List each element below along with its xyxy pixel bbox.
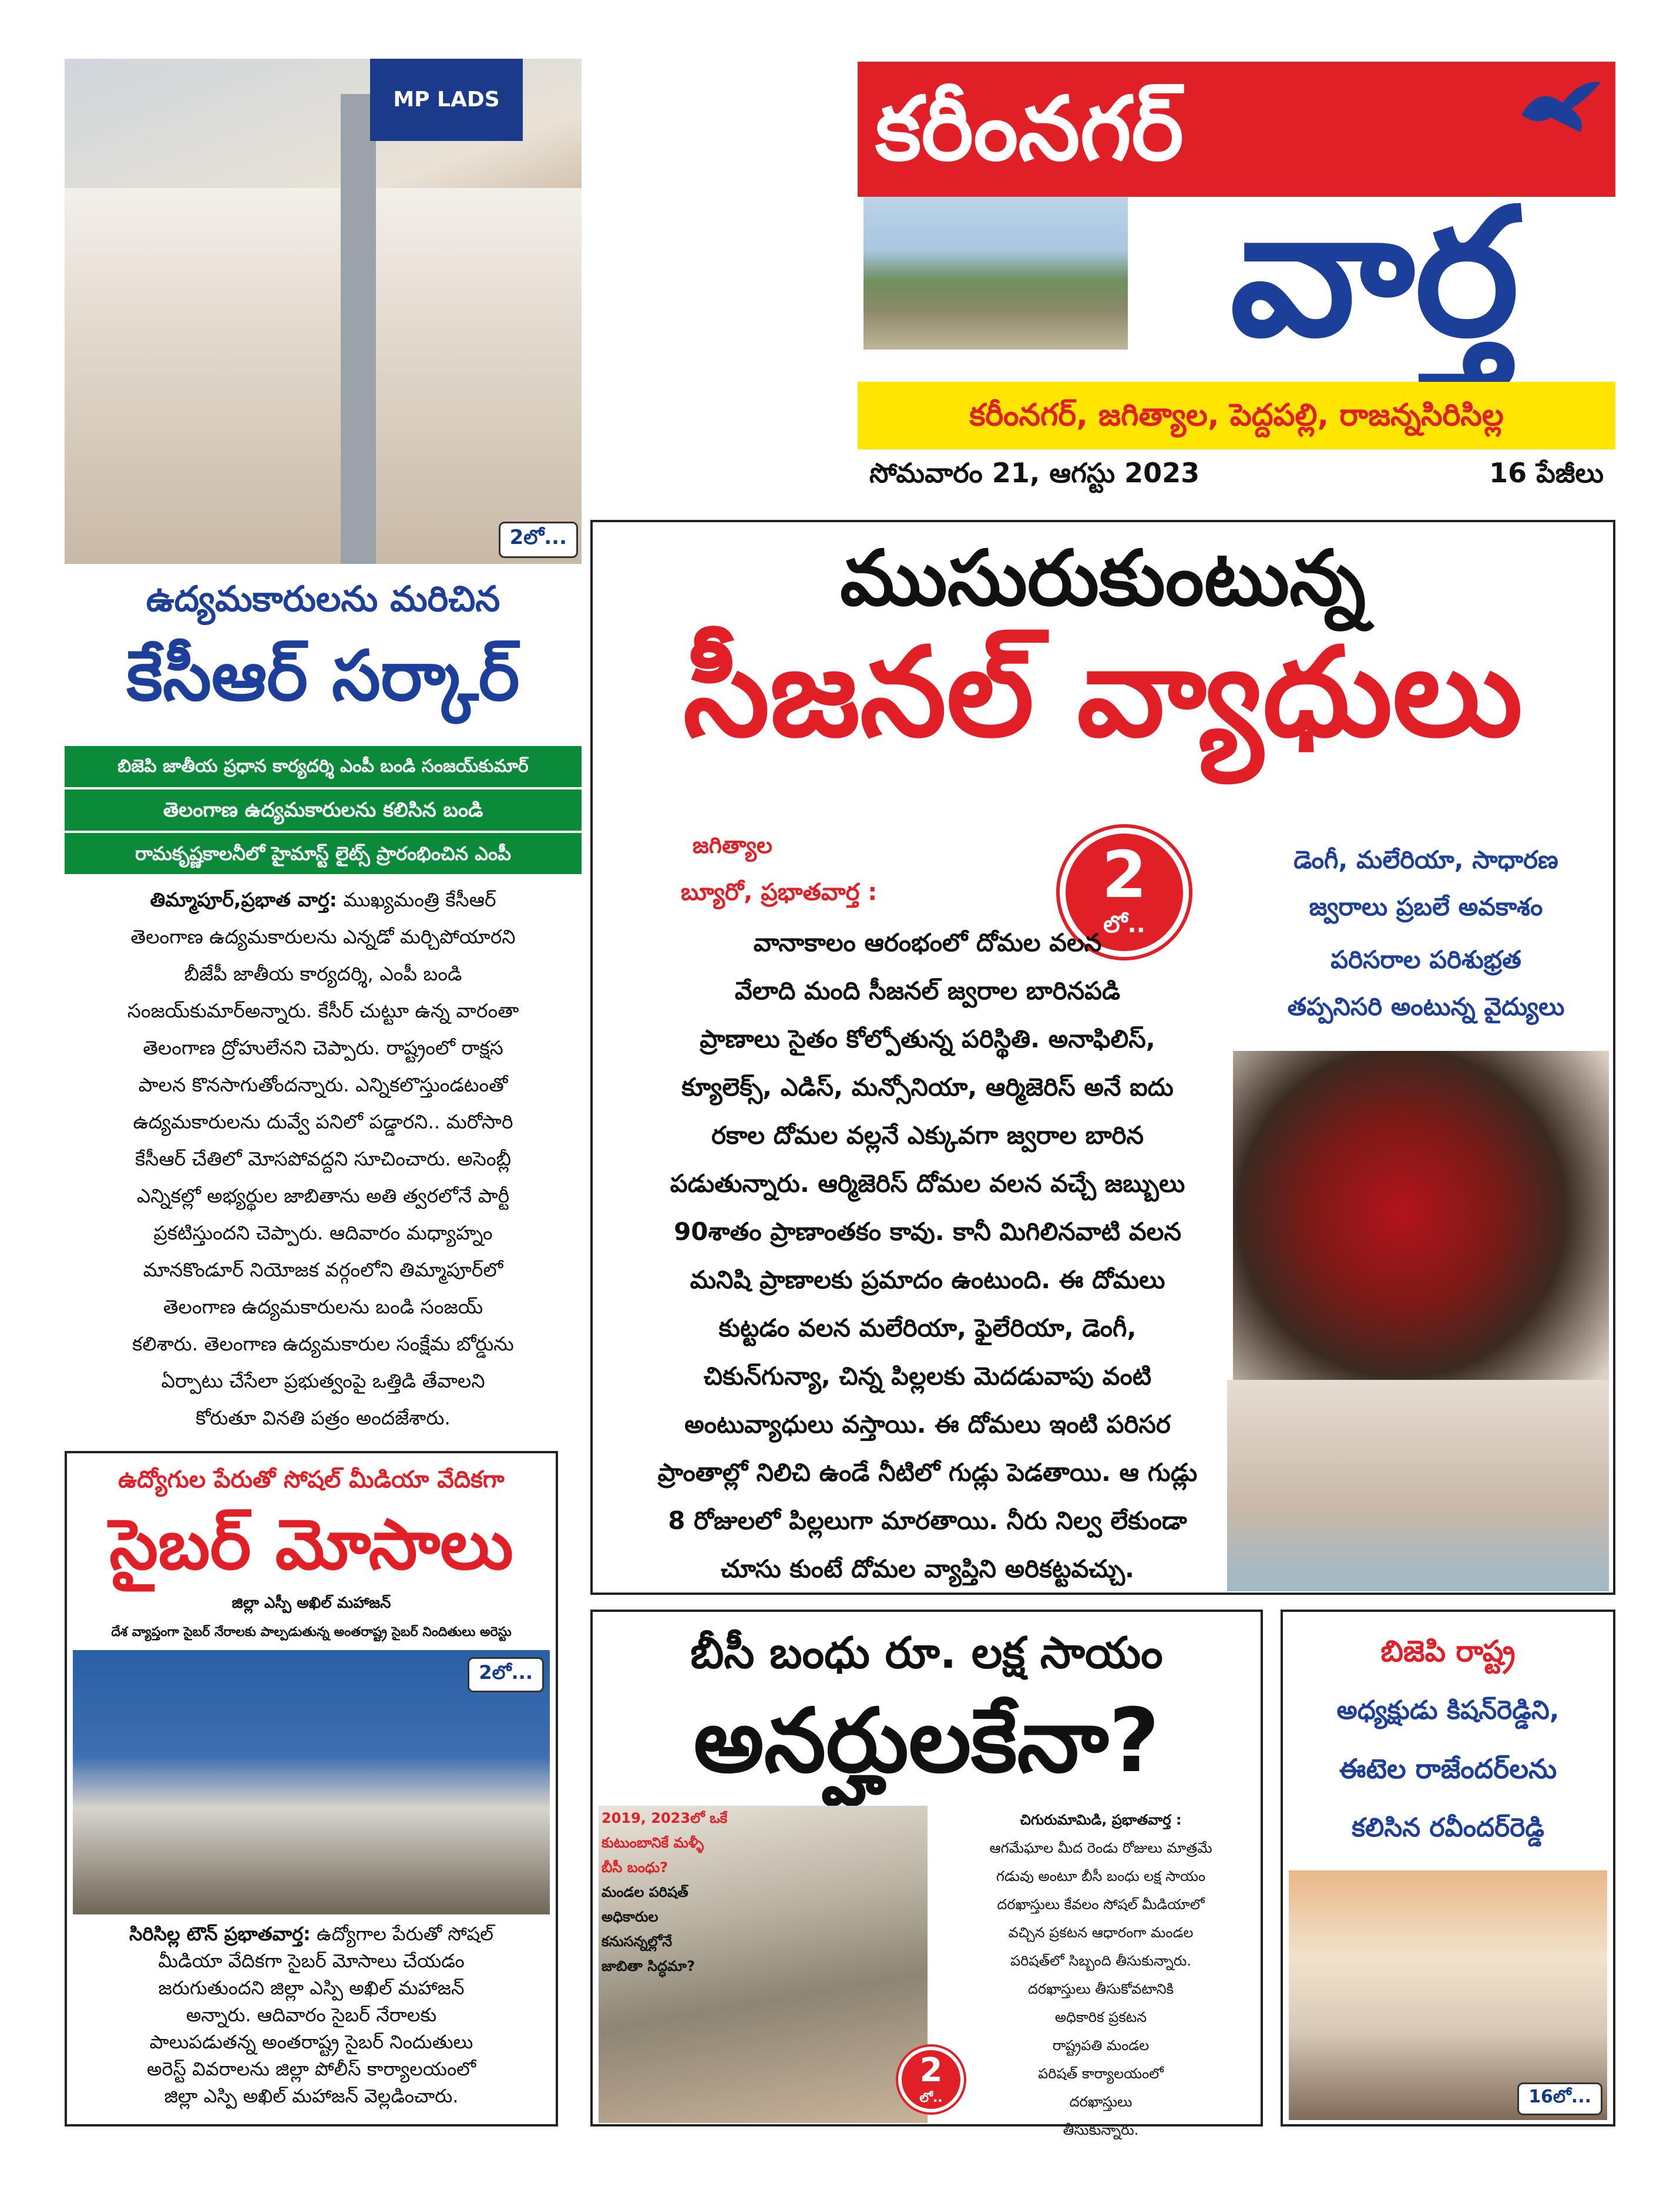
districts-text: కరీంనగర్, జగిత్యాల, పెద్దపల్లి, రాజన్నసిరిసిల్ల [969,398,1504,433]
main-dateline1: జగిత్యాల [693,832,772,858]
left-story-line: తెలంగాణ ద్రోహులేనని చెప్పారు. రాష్ట్రంలో రాక్షస [143,1036,503,1059]
left-story-line: ప్రకటిస్తుందని చెప్పారు. ఆదివారం మధ్యాహ్నం [153,1221,493,1244]
bc-body [945,1806,1256,2144]
left-story-line: సంజయ్‌కుమార్‌అన్నారు. కేసీర్ చుట్టూ ఉన్న వారంతా [127,999,519,1022]
bc-question-line: అధికారుల [602,1909,658,1925]
main-dateline2: బ్యూరో, ప్రభాతవార్త : [681,879,878,906]
bc-story [590,1610,1263,2138]
bc-badge-text: లో.. [919,2091,943,2105]
photo-more-tag[interactable] [499,522,578,558]
left-story-line: తెలంగాణ ఉద్యమకారులను బండి సంజయ్ [163,1295,483,1318]
main-story-line: క్యూలెక్స్, ఎడిస్, మన్సోనియా, ఆర్మిజెరిస్ అనే ఐదు [681,1073,1174,1101]
bjp-line-1: బిజెపి రాష్ట్ర [1380,1634,1516,1668]
masthead-dam-photo [863,197,1128,350]
main-story-body [610,919,1245,1593]
bc-line: తీసుకున్నారు. [1063,2122,1139,2138]
bjp-line-2: అధ్యక్షుడు కిషన్‌రెడ్డిని, [1336,1695,1560,1725]
badge-text: లో.. [1103,911,1145,938]
cyber-headline: సైబర్ మోసాలు [109,1504,513,1585]
main-story-line: అంటువ్యాధులు వస్తాయి. ఈ దోమలు ఇంటి పరిసర [684,1410,1171,1439]
cyber-kicker: ఉద్యోగుల పేరుతో సోషల్ మీడియా వేదికగా [118,1466,505,1493]
main-side-line3: పరిసరాల పరిశుభ్రత [1330,945,1521,974]
photo-more-label: 2లో... [509,526,567,549]
left-story-sub1: బిజెపి జాతీయ ప్రధాన కార్యదర్శి ఎంపీ బండి సంజయ్‌కుమార్ [65,746,582,787]
main-story-line: చికున్‌గున్యా, చిన్న పిల్లలకు మెదడువాపు వంటి [703,1362,1152,1390]
cyber-story [65,1451,558,2126]
bc-line: దరఖాస్తులు [1069,2094,1133,2110]
cyber-more-label: 2లో... [479,1661,533,1684]
left-story-kicker: ఉద్యమకారులను మరిచిన [146,579,500,620]
main-story-line: 8 రోజులలో పిల్లలుగా మారతాయి. నీరు నిల్వ లేకుండా [668,1506,1187,1535]
left-story-line [65,881,582,918]
mp-lads-banner [370,59,523,141]
bc-line: రాష్ట్రపతి మండల [1052,2037,1150,2054]
main-side-line4: తప్పనిసరి అంటున్న వైద్యులు [1287,992,1565,1021]
bc-line: పరిషత్‌లో సిబ్బంది తీసుకున్నారు. [1010,1953,1191,1969]
bjp-line-3: ఈటెల రాజేందర్‌లను [1339,1753,1557,1785]
masthead-date [869,449,1316,496]
badge-number: 2 [1101,837,1147,912]
left-story-body [65,881,582,1436]
photo-pole [341,94,376,564]
cyber-line: జిల్లా ఎస్పి అఖిల్ మహాజన్ వెల్లడించారు. [164,2085,459,2107]
main-side-line1: డెంగీ, మలేరియా, సాధారణ [1293,845,1558,874]
left-story-line: కలిశారు. తెలంగాణ ఉద్యమకారుల సంక్షేమ బోర్డును [132,1332,514,1355]
bc-line: దరఖాస్తులు తీసుకోవటానికి [1027,1981,1174,1997]
cyber-line: మీడియా వేదికగా సైబర్ మోసాలు చేయడం [158,1950,465,1972]
photo-crowd-shape [65,188,582,564]
main-story-line: ప్రాణాలు సైతం కోల్పోతున్న పరిస్థితి. అనాఫిలిస్, [700,1024,1155,1053]
masthead [858,62,1615,496]
cyber-photo [73,1650,550,1914]
masthead-districts [858,382,1615,449]
main-story-kicker: ముసురుకుంటున్న [840,533,1366,623]
top-photo [65,59,582,564]
cyber-line [73,1920,550,1947]
bc-dateline: చిగురుమామిడి, ప్రభాతవార్త : [1020,1812,1182,1828]
bjp-more-label: 16లో... [1528,2087,1591,2107]
bjp-more-tag[interactable] [1517,2082,1602,2115]
bjp-line-4: కలిసిన రవీందర్‌రెడ్డి [1352,1813,1544,1843]
left-story-sub3: రామకృష్ణకాలనీలో హైమాస్ట్ లైట్స్ ప్రారంభించిన ఎంపీ [65,833,582,874]
pages-text: 16 పేజీలు [1489,457,1604,489]
left-story-line: మానకొండూర్ నియోజక వర్గంలోని తిమ్మాపూర్‌లో [143,1258,503,1281]
left-story-line-text: ముఖ్యమంత్రి కేసీఆర్ [343,888,496,911]
main-story-line: ప్రాంతాల్లో నిలిచి ఉండే నీటిలో గుడ్లు పెడతాయి. ఆ గుడ్లు [657,1458,1198,1487]
bjp-story [1281,1610,1615,2126]
bjp-photo [1289,1870,1607,2120]
bc-headline: అనర్హులకేనా? [693,1690,1160,1792]
masthead-title-main-text: వార్త [1229,170,1520,375]
bc-question-line: బీసీ బంధు? [602,1859,668,1876]
left-story-sub2: తెలంగాణ ఉద్యమకారులను కలిసిన బండి [65,790,582,831]
main-story-headline: సీజనల్ వ్యాధులు [683,620,1523,764]
cyber-body [73,1920,550,2109]
bc-badge-number: 2 [919,2051,943,2089]
left-story [65,570,582,1451]
left-story-dateline: తిమ్మాపూర్,ప్రభాత వార్త: [150,888,337,911]
cyber-line: అన్నారు. ఆదివారం సైబర్ నేరాలకు [186,2004,437,2026]
bc-kicker: బీసీ బంధు రూ. లక్ష సాయం [690,1628,1163,1678]
left-story-line: ఏర్పాటు చేసేలా ప్రభుత్వంపై ఒత్తిడి తేవాలని [161,1369,485,1392]
bc-line: అధికారిక ప్రకటన [1054,2009,1147,2025]
masthead-pages [1369,449,1604,496]
cyber-sub2: దేశ వ్యాప్తంగా సైబర్ నేరాలకు పాల్పడుతున్న అంతరాష్ట్ర సైబర్ నిందితులు అరెస్టు [67,1618,556,1647]
bc-line [945,1806,1256,1834]
main-story-line: వేలాది మంది సీజనల్ జ్వరాల బారినపడి [734,976,1121,1005]
cyber-sub1: జిల్లా ఎస్పీ అఖిల్ మహాజన్ [231,1594,391,1612]
left-story-line: పాలన కొనసాగుతోందన్నారు. ఎన్నికలొస్తుండటంతో [138,1073,508,1096]
cyber-line: అరెస్ట్ వివరాలను జిల్లా పోలీస్ కార్యాలయంలో [146,2058,476,2080]
cyber-line: పాలుపడుతన్న అంతరాష్ట్ర సైబర్ నిందుతులు [149,2031,473,2053]
bc-question-box [602,1806,748,1978]
left-story-line: తెలంగాణ ఉద్యమకారులను ఎన్నడో మర్చిపోయారని [130,925,516,948]
bc-line: గడువు అంటూ బీసీ బంధు లక్ష సాయం [996,1868,1206,1884]
date-text: సోమవారం 21, ఆగస్టు 2023 [869,457,1200,489]
bc-question-line: కుటుంబానికే మళ్ళీ [602,1835,704,1851]
cyber-line-text: ఉద్యోగాల పేరుతో సోషల్ [317,1923,493,1945]
cyber-dateline: సిరిసిల్ల టౌన్ ప్రభాతవార్త: [129,1923,311,1945]
main-story-line: వానాకాలం ఆరంభంలో దోమల వలన [753,928,1102,957]
main-story-line: రకాల దోమల వల్లనే ఎక్కువగా జ్వరాల బారిన [711,1121,1144,1150]
left-story-line: బీజేపీ జాతీయ కార్యదర్శి, ఎంపీ బండి [184,962,462,985]
main-side-line2: జ్వరాలు ప్రబలే అవకాశం [1309,892,1543,921]
main-story-line: చూసు కుంటే దోమల వ్యాప్తిని అరికట్టవచ్చు. [721,1554,1134,1583]
dove-logo-icon [1516,73,1604,144]
bc-line: పరిషత్ కార్యాలయంలో [1038,2065,1164,2082]
main-story-line: పడుతున్నారు. ఆర్మిజెరిస్ దోమల వలన వచ్చే జబ్బులు [670,1169,1185,1198]
left-story-line: ఎన్నికల్లో అభ్యర్థుల జాబితాను అతి త్వరలోనే పార్టీ [136,1184,510,1207]
cyber-more-tag[interactable] [468,1657,544,1692]
left-story-line: కోరుతూ వినతి పత్రం అందజేశారు. [196,1406,451,1429]
bc-question-line: కనుసన్నల్లోనే [602,1933,673,1950]
bc-question-line: 2019, 2023లో ఒకే [602,1810,728,1826]
masthead-title-main [1134,170,1615,375]
bc-question-line: జాబితా సిద్ధమా? [602,1958,695,1974]
cyber-line: జరుగుతుందని జిల్లా ఎస్పి అఖిల్ మహాజన్ [158,1977,465,1999]
bc-line: వచ్చిన ప్రకటన ఆధారంగా మండల [1008,1924,1194,1941]
left-story-line: కేసీఆర్ చేతిలో మోసపోవద్దని సూచించారు. అసెంబ్లీ [135,1147,512,1170]
main-story [590,520,1615,1595]
left-story-headline: కేసీఆర్ సర్కార్ [126,635,520,716]
left-story-line: ఉద్యమకారులను దువ్వే పనిలో పడ్డారని.. మరోసారి [133,1110,513,1133]
masthead-title-top-text: కరీంనగర్ [875,78,1184,180]
patient-image [1227,1380,1609,1591]
main-story-line: కుట్టడం వలన మలేరియా, ఫైలేరియా, డెంగీ, [718,1313,1137,1342]
main-story-line: మనిషి ప్రాణాలకు ప్రమాదం ఉంటుంది. ఈ దోమలు [690,1265,1165,1294]
banner-text: MP LADS [393,88,500,112]
main-story-line: 90శాతం ప్రాణాంతకం కావు. కానీ మిగిలినవాటి వలన [674,1217,1181,1246]
bc-question-line: మండల పరిషత్ [602,1884,688,1900]
bc-line: దరఖాస్తులు కేవలం సోషల్ మీడియాలో [997,1896,1205,1913]
bc-line: ఆగమేఘాల మీద రెండు రోజులు మాత్రమే [989,1840,1212,1856]
